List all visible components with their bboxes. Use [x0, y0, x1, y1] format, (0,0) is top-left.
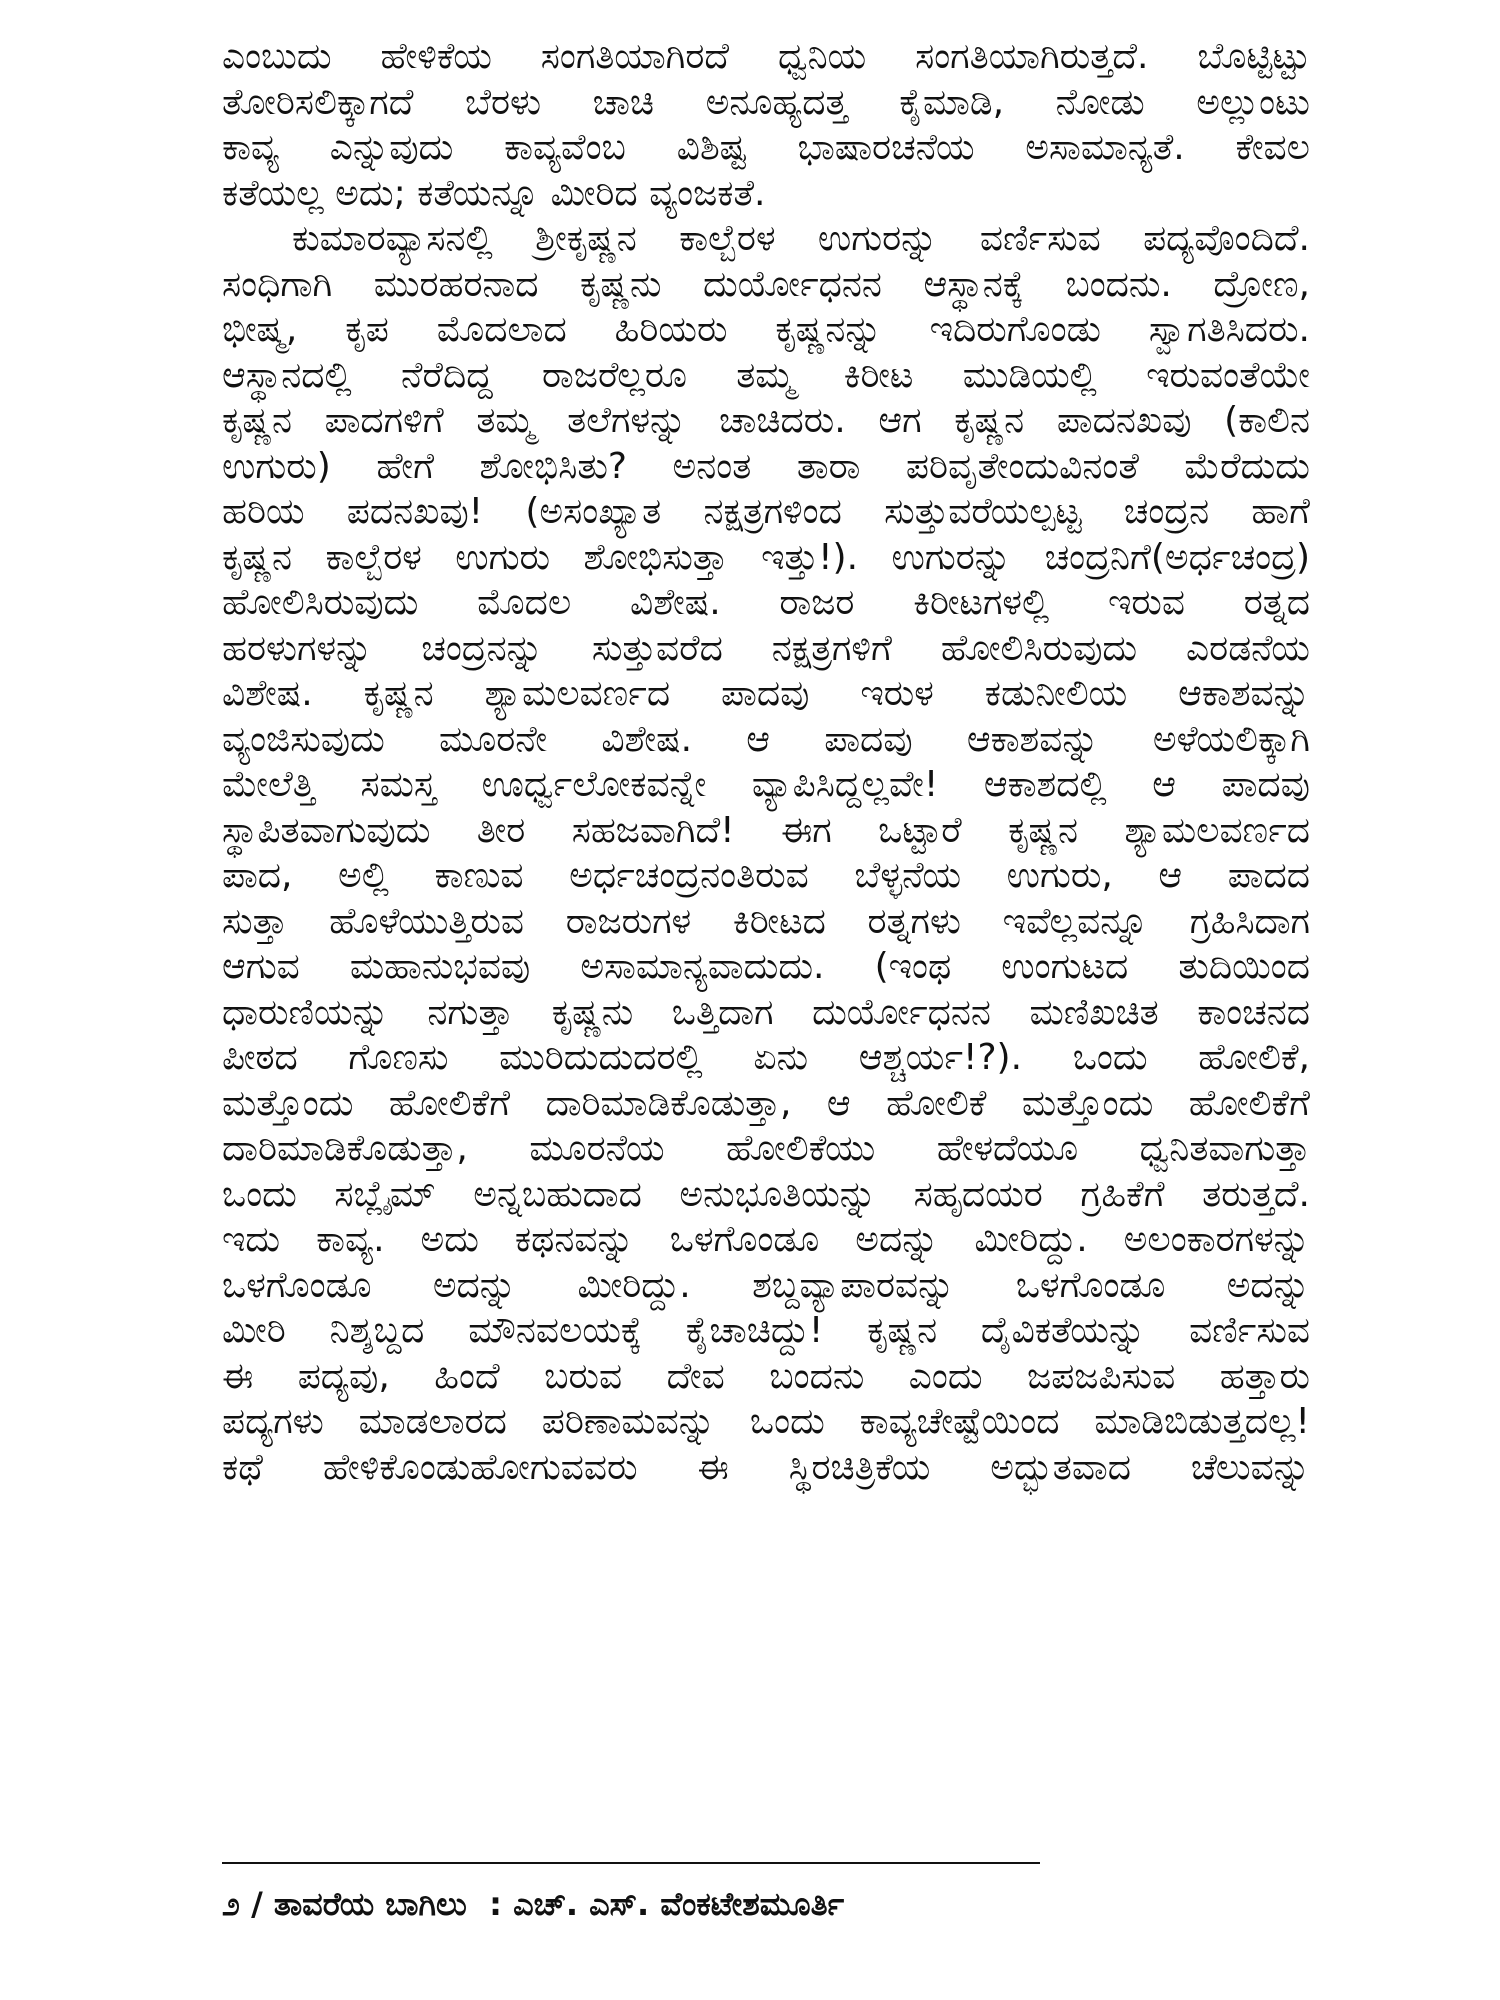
running-footer [222, 1884, 844, 1924]
author-name: ಎಚ್. ಎಸ್. ವೆಂಕಟೇಶಮೂರ್ತಿ [513, 1885, 845, 1923]
page-number: ೨ [222, 1885, 240, 1923]
text-line: ಮೀರಿ ನಿಶ್ಶಬ್ದದ ಮೌನವಲಯಕ್ಕೆ ಕೈಚಾಚಿದ್ದು! ಕೃಷ್ಣನ ದೈವಿಕತೆಯನ್ನು ವರ್ಣಿಸುವ [222, 1310, 1310, 1351]
text-line: ಕತೆಯಲ್ಲ ಅದು; ಕತೆಯನ್ನೂ ಮೀರಿದ ವ್ಯಂಜಕತೆ. [222, 172, 766, 214]
text-line: ಆಸ್ಥಾನದಲ್ಲಿ ನೆರೆದಿದ್ದ ರಾಜರೆಲ್ಲರೂ ತಮ್ಮ ಕಿರೀಟ ಮುಡಿಯಲ್ಲಿ ಇರುವಂತೆಯೇ [222, 354, 1310, 396]
text-line: ಕುಮಾರವ್ಯಾಸನಲ್ಲಿ ಶ್ರೀಕೃಷ್ಣನ ಕಾಲ್ಬೆರಳ ಉಗುರನ್ನು ವರ್ಣಿಸುವ ಪದ್ಯವೊಂದಿದೆ. [292, 218, 1310, 259]
text-line: ಕಾವ್ಯ ಎನ್ನುವುದು ಕಾವ್ಯವೆಂಬ ವಿಶಿಷ್ಟ ಭಾಷಾರಚನೆಯ ಅಸಾಮಾನ್ಯತೆ. ಕೇವಲ [222, 127, 1310, 168]
text-line: ಸುತ್ತಾ ಹೊಳೆಯುತ್ತಿರುವ ರಾಜರುಗಳ ಕಿರೀಟದ ರತ್ನಗಳು ಇವೆಲ್ಲವನ್ನೂ ಗ್ರಹಿಸಿದಾಗ [222, 900, 1310, 942]
text-line: ಒಂದು ಸಬ್ಲೈಮ್ ಅನ್ನಬಹುದಾದ ಅನುಭೂತಿಯನ್ನು ಸಹೃದಯರ ಗ್ರಹಿಕೆಗೆ ತರುತ್ತದೆ. [222, 1173, 1310, 1215]
text-line: ಪದ್ಯಗಳು ಮಾಡಲಾರದ ಪರಿಣಾಮವನ್ನು ಒಂದು ಕಾವ್ಯಚೇಷ್ಟೆಯಿಂದ ಮಾಡಿಬಿಡುತ್ತದಲ್ಲ! [222, 1401, 1310, 1442]
text-line: ಧಾರುಣಿಯನ್ನು ನಗುತ್ತಾ ಕೃಷ್ಣನು ಒತ್ತಿದಾಗ ದುರ್ಯೋಧನನ ಮಣಿಖಚಿತ ಕಾಂಚನದ [222, 991, 1310, 1033]
text-line: ಹರಿಯ ಪದನಖವು! (ಅಸಂಖ್ಯಾತ ನಕ್ಷತ್ರಗಳಿಂದ ಸುತ್ತುವರೆಯಲ್ಪಟ್ಟ ಚಂದ್ರನ ಹಾಗೆ [222, 491, 1310, 532]
text-line: ಆಗುವ ಮಹಾನುಭವವು ಅಸಾಮಾನ್ಯವಾದುದು. (ಇಂಥ ಉಂಗುಟದ ತುದಿಯಿಂದ [222, 946, 1310, 987]
text-line: ಕೃಷ್ಣನ ಕಾಲ್ಬೆರಳ ಉಗುರು ಶೋಭಿಸುತ್ತಾ ಇತ್ತು!). ಉಗುರನ್ನು ಚಂದ್ರನಿಗೆ(ಅರ್ಧಚಂದ್ರ) [222, 536, 1310, 578]
text-line: ಪಾದ, ಅಲ್ಲಿ ಕಾಣುವ ಅರ್ಧಚಂದ್ರನಂತಿರುವ ಬೆಳ್ಳನೆಯ ಉಗುರು, ಆ ಪಾದದ [222, 855, 1310, 896]
text-line: ಉಗುರು) ಹೇಗೆ ಶೋಭಿಸಿತು? ಅನಂತ ತಾರಾ ಪರಿವೃತೇಂದುವಿನಂತೆ ಮೆರೆದುದು [222, 445, 1310, 487]
text-line: ವಿಶೇಷ. ಕೃಷ್ಣನ ಶ್ಯಾಮಲವರ್ಣದ ಪಾದವು ಇರುಳ ಕಡುನೀಲಿಯ ಆಕಾಶವನ್ನು [222, 673, 1310, 714]
footer-separator: / [239, 1885, 274, 1923]
text-line: ಒಳಗೊಂಡೂ ಅದನ್ನು ಮೀರಿದ್ದು. ಶಬ್ದವ್ಯಾಪಾರವನ್ನು ಒಳಗೊಂಡೂ ಅದನ್ನು [222, 1264, 1310, 1306]
text-line: ಕಥೆ ಹೇಳಿಕೊಂಡುಹೋಗುವವರು ಈ ಸ್ಥಿರಚಿತ್ರಿಕೆಯ ಅದ್ಭುತವಾದ ಚೆಲುವನ್ನು [222, 1446, 1310, 1488]
text-line: ಹರಳುಗಳನ್ನು ಚಂದ್ರನನ್ನು ಸುತ್ತುವರೆದ ನಕ್ಷತ್ರಗಳಿಗೆ ಹೋಲಿಸಿರುವುದು ಎರಡನೆಯ [222, 627, 1310, 669]
page-body [222, 34, 1310, 1490]
text-line: ವ್ಯಂಜಿಸುವುದು ಮೂರನೇ ವಿಶೇಷ. ಆ ಪಾದವು ಆಕಾಶವನ್ನು ಅಳೆಯಲಿಕ್ಕಾಗಿ [222, 718, 1310, 760]
text-line: ದಾರಿಮಾಡಿಕೊಡುತ್ತಾ, ಮೂರನೆಯ ಹೋಲಿಕೆಯು ಹೇಳದೆಯೂ ಧ್ವನಿತವಾಗುತ್ತಾ [222, 1128, 1310, 1169]
text-line: ಇದು ಕಾವ್ಯ. ಅದು ಕಥನವನ್ನು ಒಳಗೊಂಡೂ ಅದನ್ನು ಮೀರಿದ್ದು. ಅಲಂಕಾರಗಳನ್ನು [222, 1219, 1310, 1260]
text-line: ಕೃಷ್ಣನ ಪಾದಗಳಿಗೆ ತಮ್ಮ ತಲೆಗಳನ್ನು ಚಾಚಿದರು. ಆಗ ಕೃಷ್ಣನ ಪಾದನಖವು (ಕಾಲಿನ [222, 400, 1310, 441]
text-line: ಮೇಲೆತ್ತಿ ಸಮಸ್ತ ಊರ್ಧ್ವಲೋಕವನ್ನೇ ವ್ಯಾಪಿಸಿದ್ದಲ್ಲವೇ! ಆಕಾಶದಲ್ಲಿ ಆ ಪಾದವು [222, 764, 1310, 805]
author-prefix: : [466, 1885, 514, 1923]
book-title: ತಾವರೆಯ ಬಾಗಿಲು [273, 1885, 467, 1923]
text-line: ತೋರಿಸಲಿಕ್ಕಾಗದೆ ಬೆರಳು ಚಾಚಿ ಅನೂಹ್ಯದತ್ತ ಕೈಮಾಡಿ, ನೋಡು ಅಲ್ಲುಂಟು [222, 81, 1310, 123]
text-line: ಮತ್ತೊಂದು ಹೋಲಿಕೆಗೆ ದಾರಿಮಾಡಿಕೊಡುತ್ತಾ, ಆ ಹೋಲಿಕೆ ಮತ್ತೊಂದು ಹೋಲಿಕೆಗೆ [222, 1082, 1310, 1124]
text-line: ಸ್ಥಾಪಿತವಾಗುವುದು ತೀರ ಸಹಜವಾಗಿದೆ! ಈಗ ಒಟ್ಟಾರೆ ಕೃಷ್ಣನ ಶ್ಯಾಮಲವರ್ಣದ [222, 809, 1310, 851]
text-line: ಭೀಷ್ಮ, ಕೃಪ ಮೊದಲಾದ ಹಿರಿಯರು ಕೃಷ್ಣನನ್ನು ಇದಿರುಗೊಂಡು ಸ್ವಾಗತಿಸಿದರು. [222, 309, 1310, 350]
footer-rule [222, 1862, 1040, 1864]
text-line: ಎಂಬುದು ಹೇಳಿಕೆಯ ಸಂಗತಿಯಾಗಿರದೆ ಧ್ವನಿಯ ಸಂಗತಿಯಾಗಿರುತ್ತದೆ. ಬೊಟ್ಟಿಟ್ಟು [222, 36, 1310, 77]
text-line: ಈ ಪದ್ಯವು, ಹಿಂದೆ ಬರುವ ದೇವ ಬಂದನು ಎಂದು ಜಪಜಪಿಸುವ ಹತ್ತಾರು [222, 1355, 1310, 1397]
paragraph [222, 34, 1310, 216]
text-line: ಹೋಲಿಸಿರುವುದು ಮೊದಲ ವಿಶೇಷ. ರಾಜರ ಕಿರೀಟಗಳಲ್ಲಿ ಇರುವ ರತ್ನದ [222, 582, 1310, 623]
text-line: ಪೀಠದ ಗೊಣಸು ಮುರಿದುದುದರಲ್ಲಿ ಏನು ಆಶ್ಚರ್ಯ!?). ಒಂದು ಹೋಲಿಕೆ, [222, 1037, 1310, 1078]
paragraph [222, 216, 1310, 1490]
text-line: ಸಂಧಿಗಾಗಿ ಮುರಹರನಾದ ಕೃಷ್ಣನು ದುರ್ಯೋಧನನ ಆಸ್ಥಾನಕ್ಕೆ ಬಂದನು. ದ್ರೋಣ, [222, 263, 1310, 305]
